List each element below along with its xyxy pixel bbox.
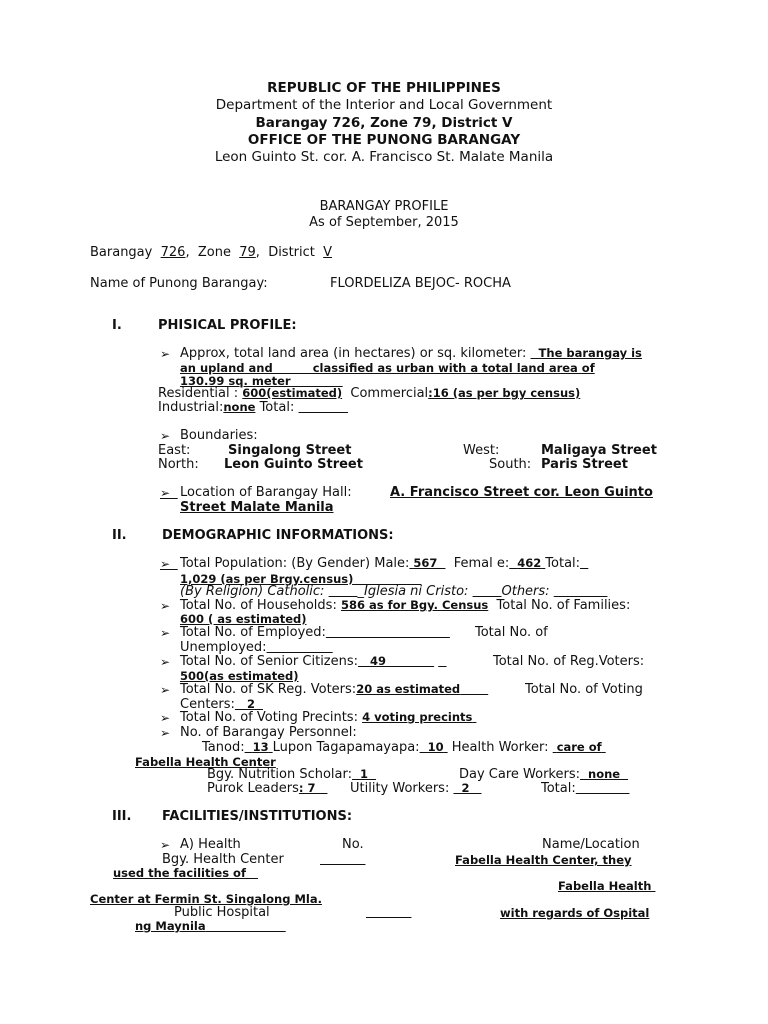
section-1-number: I.	[112, 318, 122, 333]
header-barangay: Barangay 726, Zone 79, District V	[255, 115, 513, 131]
families-value: 600 ( as estimated)	[180, 612, 307, 626]
land-total-blank	[298, 400, 348, 415]
nutrition-value: 1	[360, 767, 369, 781]
health-center-value-line2: used the facilities of	[113, 866, 246, 880]
voting-centers-line2: Centers: 2	[180, 697, 263, 712]
commercial-label: Commercial	[350, 386, 429, 401]
north-label: North:	[158, 457, 199, 472]
east-value: Singalong Street	[228, 443, 352, 458]
bullet-arrow-icon: ➢	[160, 486, 171, 500]
residential-label: Residential :	[158, 386, 239, 401]
health-center-value: Fabella Health Center, they	[455, 853, 632, 867]
sk-line	[180, 682, 488, 697]
hall-value-line2: Street Malate Manila	[180, 500, 334, 515]
north-value: Leon Guinto Street	[224, 457, 363, 472]
population-label: Total Population: (By Gender) Male:	[180, 556, 410, 571]
zone-label: Zone	[197, 245, 231, 260]
male-value: 567	[413, 556, 438, 570]
header-office: OFFICE OF THE PUNONG BARANGAY	[247, 132, 521, 148]
purok-line	[207, 781, 328, 796]
no-column-label: No.	[342, 837, 364, 852]
health-center-label: Bgy. Health Center	[162, 852, 284, 867]
land-area-line	[180, 346, 642, 361]
header-address: Leon Guinto St. cor. A. Francisco St. Malate Manila	[214, 149, 554, 165]
bullet-arrow-icon: ➢	[160, 557, 171, 571]
bullet-arrow-icon: ➢	[160, 683, 171, 697]
bullet-arrow-icon: ➢	[160, 726, 171, 740]
public-hospital-no-blank	[366, 905, 411, 920]
land-area-value-line3: 130.99 sq. meter	[180, 374, 291, 388]
section-3-number: III.	[112, 809, 132, 824]
ident-sep: ,	[255, 245, 260, 260]
bullet-arrow-icon: ➢	[160, 429, 171, 443]
section-3-title: FACILITIES/INSTITUTIONS:	[162, 809, 353, 824]
daycare-line	[459, 767, 628, 782]
land-total-label: Total:	[259, 400, 295, 415]
boundaries-label: Boundaries:	[180, 428, 258, 443]
commercial-value: :16 (as per bgy census)	[428, 386, 581, 400]
precincts-line	[180, 710, 476, 725]
ident-line	[90, 245, 332, 260]
industrial-value: none	[223, 400, 256, 414]
reg-voters-label: Total No. of Reg.Voters:	[493, 654, 645, 669]
unemployed-line2: Unemployed:	[180, 640, 267, 655]
unemployed-label: Total No. of	[475, 625, 548, 640]
industrial-line	[158, 400, 348, 415]
east-label: East:	[158, 443, 191, 458]
hall-value: A. Francisco Street cor. Leon Guinto	[390, 485, 653, 500]
sk-label: Total No. of SK Reg. Voters:	[180, 682, 357, 697]
utility-line	[350, 781, 482, 796]
section-2-number: II.	[112, 528, 127, 543]
name-location-column-label: Name/Location	[542, 837, 640, 852]
senior-value: 49	[370, 654, 387, 668]
nutrition-line	[207, 767, 376, 782]
doc-title: BARANGAY PROFILE	[319, 199, 449, 214]
tanod-value: 13	[252, 740, 269, 754]
reg-voters-value: 500(as estimated)	[180, 669, 299, 683]
religion-others-label: Others:	[501, 584, 550, 599]
barangay-label: Barangay	[90, 245, 153, 260]
population-total-label: Total:	[545, 556, 581, 571]
district-value: V	[323, 245, 333, 260]
senior-line	[180, 654, 447, 669]
utility-value: 2	[461, 781, 470, 795]
section-2-title: DEMOGRAPHIC INFORMATIONS:	[162, 528, 394, 543]
health-worker-label: Health Worker:	[451, 740, 549, 755]
zone-value: 79	[239, 245, 256, 260]
lupon-label: Lupon Tagapamayapa:	[272, 740, 420, 755]
families-label: Total No. of Families:	[496, 598, 631, 613]
health-center-value-line4: Center at Fermin St. Singalong Mla.	[90, 892, 322, 906]
households-value: 586 as for Bgy. Census	[340, 598, 489, 612]
voting-centers-label: Total No. of Voting	[525, 682, 643, 697]
health-center-value-line3: Fabella Health	[558, 879, 652, 893]
female-value: 462	[517, 556, 542, 570]
religion-catholic-label: (By Religion) Catholic:	[180, 584, 325, 599]
daycare-value: none	[588, 767, 621, 781]
daycare-label: Day Care Workers:	[459, 767, 580, 782]
south-value: Paris Street	[541, 457, 628, 472]
section-1-title: PHISICAL PROFILE:	[158, 318, 297, 333]
district-label: District	[268, 245, 315, 260]
health-worker-value: care of	[556, 740, 602, 754]
land-area-value: The barangay is	[538, 346, 642, 360]
religion-iglesia-label: Iglesia ni Cristo:	[364, 584, 469, 599]
employed-line	[180, 625, 450, 640]
health-worker-value-line2: Fabella Health Center	[135, 755, 276, 769]
bullet-arrow-icon: ➢	[160, 347, 171, 361]
tanod-label: Tanod:	[202, 740, 245, 755]
utility-label: Utility Workers:	[350, 781, 450, 796]
households-line	[180, 598, 630, 613]
residential-value: 600(estimated)	[242, 386, 343, 400]
population-total-value: 1,029 (as per Brgy.census)	[180, 572, 354, 586]
punong-value: FLORDELIZA BEJOC- ROCHA	[330, 276, 511, 291]
barangay-value: 726	[160, 245, 186, 260]
senior-label: Total No. of Senior Citizens:	[180, 654, 359, 669]
religion-line: (By Religion) Catholic: _Iglesia ni Cristo: Others:	[180, 584, 550, 599]
lupon-value: 10	[427, 740, 444, 754]
purok-value: : 7	[298, 781, 316, 795]
west-label: West:	[463, 443, 500, 458]
personnel-label: No. of Barangay Personnel:	[180, 725, 357, 740]
bullet-arrow-icon: ➢	[160, 655, 171, 669]
south-label: South:	[489, 457, 532, 472]
doc-subtitle: As of September, 2015	[309, 215, 459, 230]
public-hospital-value-line2: ng Maynila	[135, 919, 206, 933]
bullet-arrow-icon: ➢	[160, 626, 171, 640]
bullet-arrow-icon: ➢	[160, 838, 171, 852]
personnel-total-line	[541, 781, 629, 796]
residential-line	[158, 386, 580, 401]
sk-value: 20 as estimated	[356, 682, 461, 696]
personnel-line	[202, 740, 606, 755]
bullet-arrow-icon: ➢	[160, 711, 171, 725]
precincts-label: Total No. of Voting Precints:	[180, 710, 358, 725]
land-area-label: Approx, total land area (in hectares) or sq. kilometer:	[180, 346, 527, 361]
header-republic: REPUBLIC OF THE PHILIPPINES	[267, 80, 501, 96]
west-value: Maligaya Street	[541, 443, 657, 458]
ident-sep: ,	[185, 245, 190, 260]
households-label: Total No. of Households:	[180, 598, 337, 613]
punong-label: Name of Punong Barangay:	[90, 276, 268, 291]
precincts-value: 4 voting precints	[362, 710, 473, 724]
bullet-arrow-icon: ➢	[160, 599, 171, 613]
employed-label: Total No. of Employed:	[180, 625, 326, 640]
population-line	[180, 556, 588, 571]
hall-label: Location of Barangay Hall:	[180, 485, 352, 500]
health-center-no-blank	[320, 852, 365, 867]
voting-centers-value: 2	[246, 697, 255, 711]
public-hospital-value: with regards of Ospital	[500, 906, 650, 920]
industrial-label: Industrial:	[158, 400, 224, 415]
female-label: Femal e:	[453, 556, 510, 571]
purok-label: Purok Leaders	[207, 781, 299, 796]
personnel-total-label: Total:	[541, 781, 576, 796]
header-department: Department of the Interior and Local Government	[215, 97, 553, 113]
land-area-value-line2: an upland and classified as urban with a total land area of	[180, 361, 595, 375]
health-label: A) Health	[180, 837, 241, 852]
public-hospital-label: Public Hospital	[174, 905, 270, 920]
nutrition-label: Bgy. Nutrition Scholar:	[207, 767, 352, 782]
